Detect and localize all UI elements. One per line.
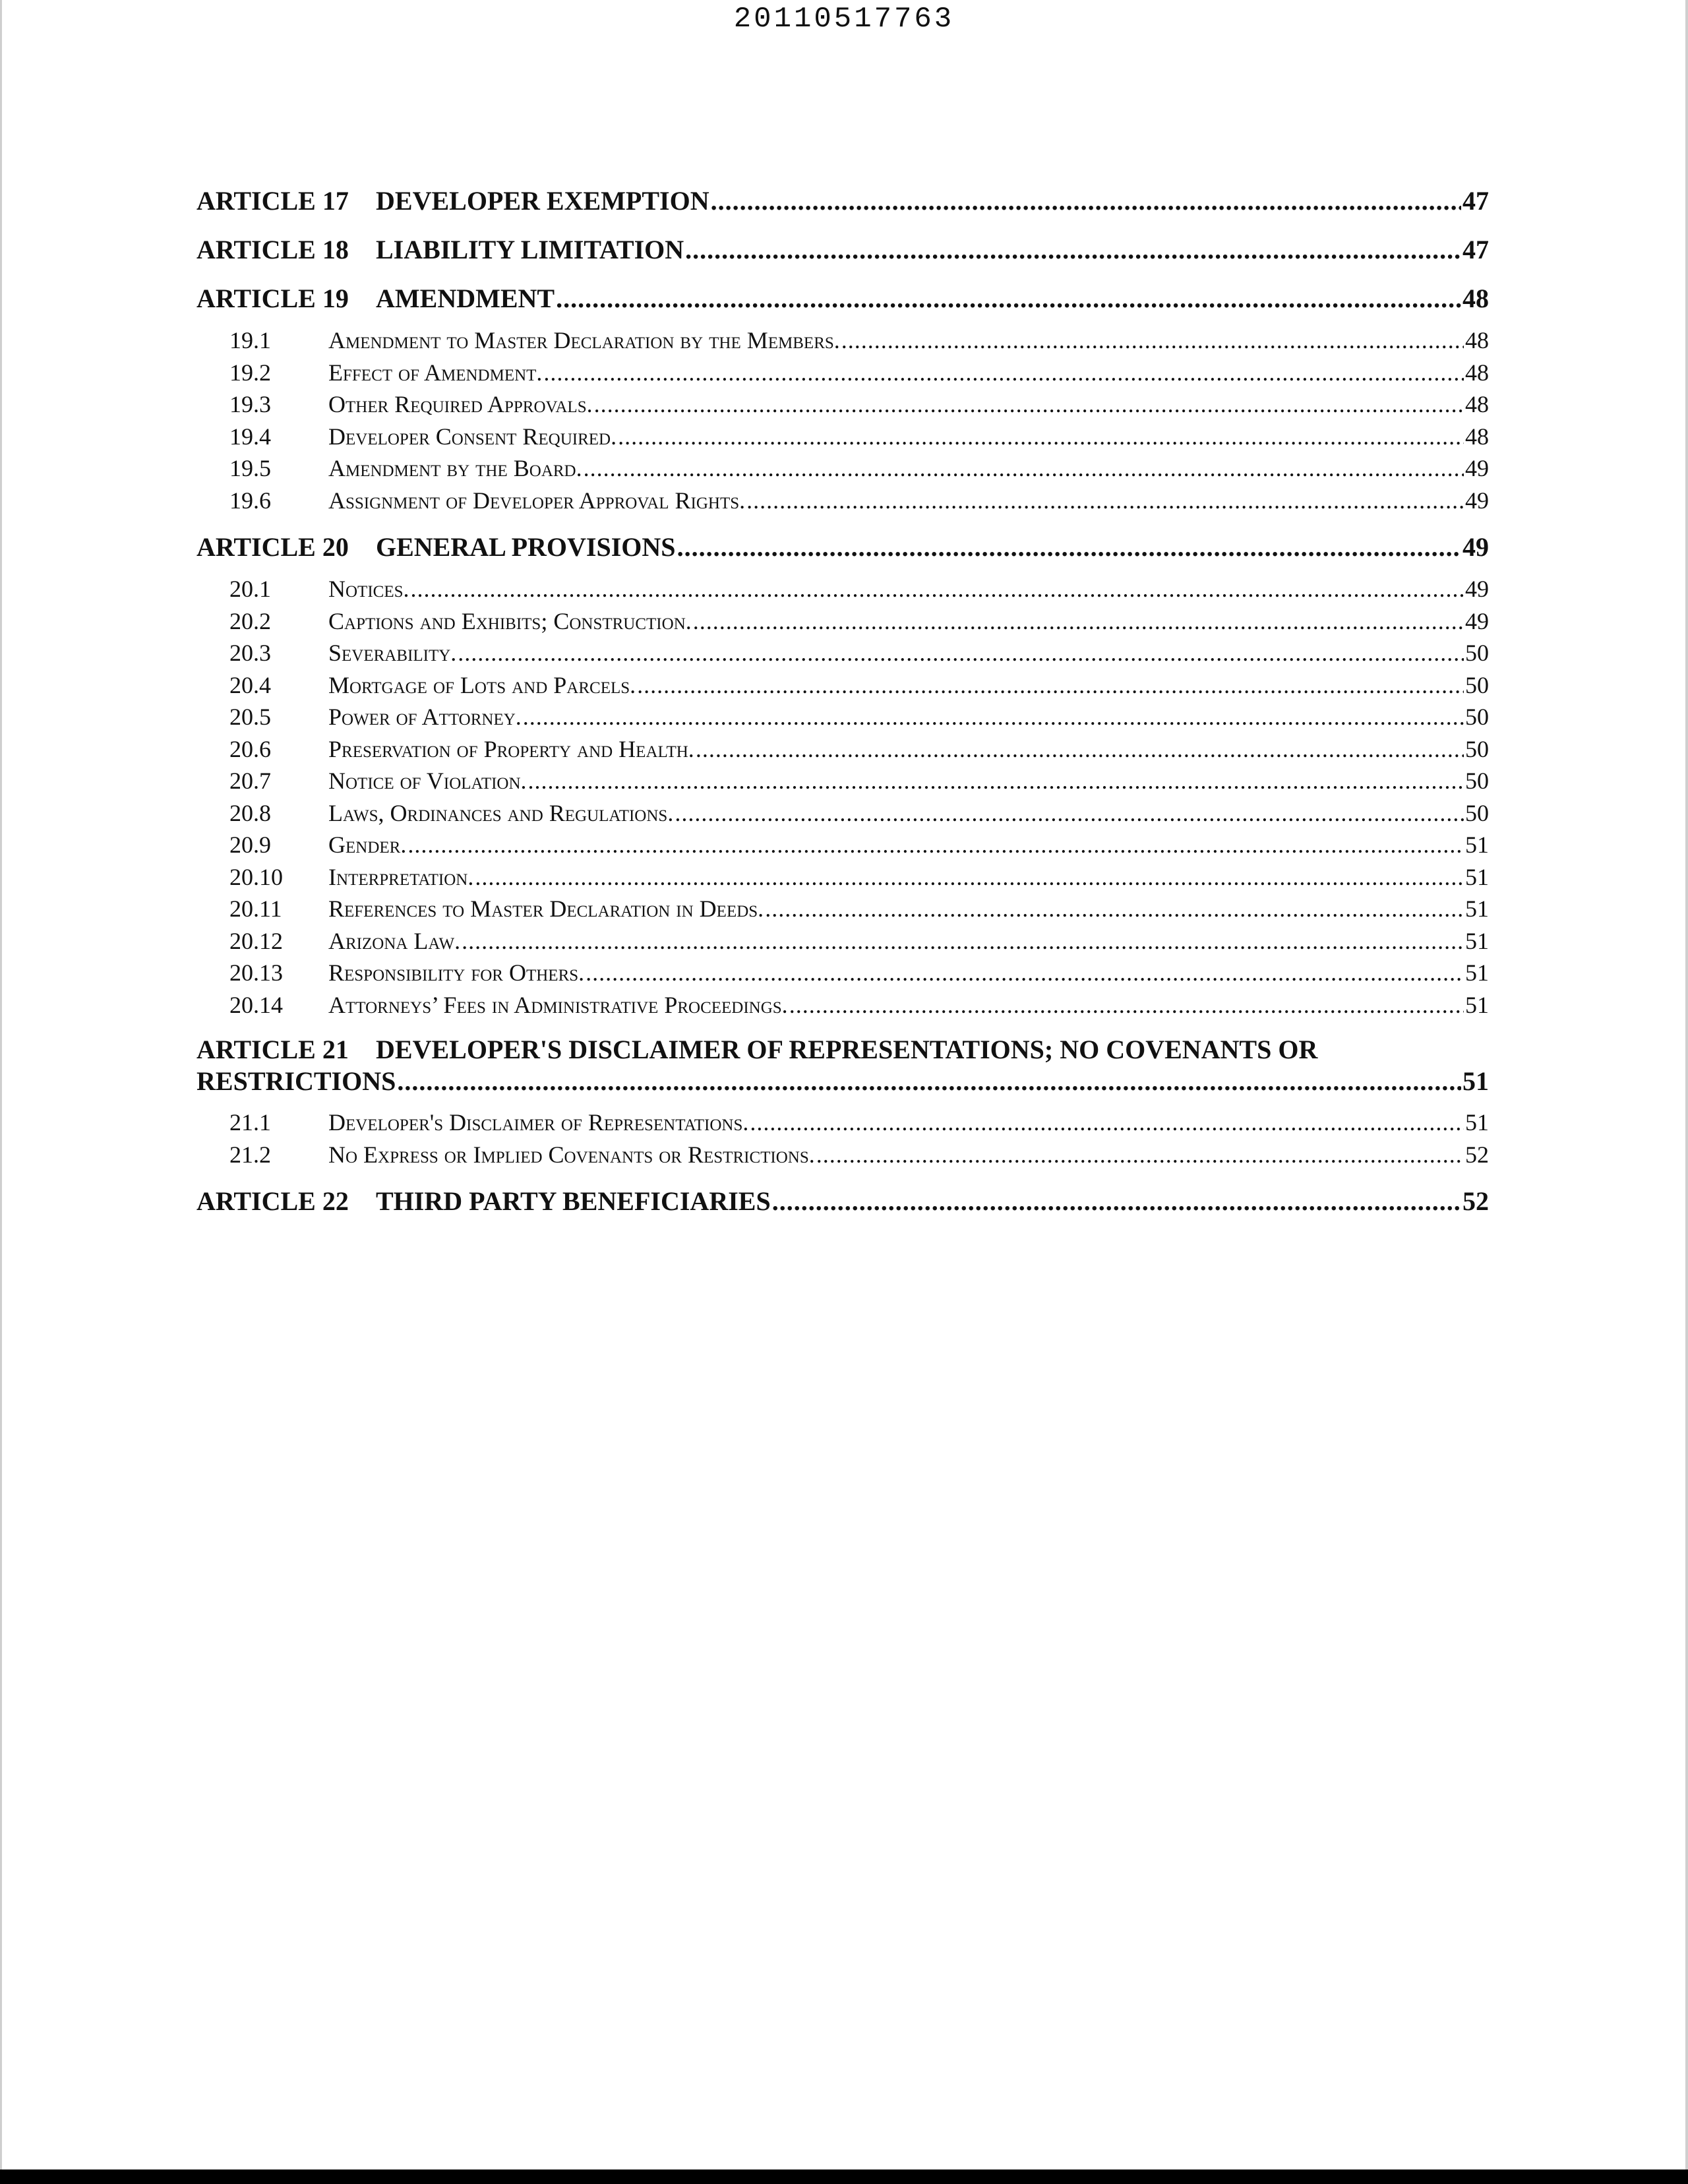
- article-title: DEVELOPER EXEMPTION: [376, 186, 709, 216]
- toc-section-21-2: [196, 1139, 1489, 1171]
- document-number: 20110517763: [733, 3, 955, 36]
- page-number: 49: [1465, 607, 1489, 634]
- dot-leader: [458, 637, 1464, 669]
- dot-leader: [675, 797, 1464, 830]
- article-title-line1: DEVELOPER'S DISCLAIMER OF REPRESENTATIONS; NO COVENANTS OR: [376, 1035, 1318, 1064]
- page-number: 50: [1465, 735, 1489, 762]
- page-number: 50: [1465, 704, 1489, 730]
- page-number: 50: [1465, 768, 1489, 794]
- dot-leader: [462, 925, 1464, 957]
- toc-section-20-8: [196, 797, 1489, 830]
- page-number: 48: [1465, 391, 1489, 417]
- toc-section-19-3: [196, 388, 1489, 421]
- toc-article-21: [196, 1034, 1489, 1097]
- dot-leader: [586, 957, 1464, 989]
- section-number: 20.2: [229, 607, 271, 634]
- section-title: Other Required Approvals.: [328, 391, 593, 417]
- toc-section-20-7: [196, 765, 1489, 797]
- toc-section-20-4: [196, 669, 1489, 702]
- dot-leader: [677, 523, 1461, 572]
- article-title: LIABILITY LIMITATION: [376, 235, 684, 264]
- page-number: 51: [1465, 863, 1489, 890]
- article-number: ARTICLE 17: [196, 186, 349, 216]
- section-title: Power of Attorney.: [328, 704, 522, 730]
- toc-section-20-1: [196, 573, 1489, 605]
- section-number: 20.14: [229, 991, 283, 1018]
- section-title: Arizona Law.: [328, 927, 461, 954]
- toc-article-17: [196, 177, 1489, 226]
- section-number: 20.7: [229, 768, 271, 794]
- page-number: 48: [1462, 284, 1489, 313]
- section-title: Laws, Ordinances and Regulations.: [328, 799, 674, 826]
- page-number: 51: [1465, 832, 1489, 858]
- toc-section-20-13: [196, 957, 1489, 989]
- section-number: 19.2: [229, 359, 271, 386]
- page-number: 52: [1465, 1141, 1489, 1168]
- dot-leader: [618, 421, 1464, 453]
- toc-section-20-3: [196, 637, 1489, 669]
- section-number: 20.6: [229, 735, 271, 762]
- article-number: ARTICLE 22: [196, 1186, 349, 1216]
- dot-leader: [750, 1107, 1464, 1139]
- section-title: Developer Consent Required.: [328, 423, 617, 450]
- article-19-sections: [196, 323, 1489, 523]
- section-number: 20.4: [229, 671, 271, 698]
- article-title: AMENDMENT: [376, 284, 555, 313]
- section-number: 20.9: [229, 832, 271, 858]
- toc-article-19: [196, 274, 1489, 323]
- dot-leader: [685, 226, 1461, 274]
- dot-leader: [556, 274, 1461, 323]
- section-number: 20.13: [229, 959, 283, 986]
- section-title: Assignment of Developer Approval Rights.: [328, 487, 746, 514]
- section-number: 20.8: [229, 799, 271, 826]
- page-number: 51: [1465, 959, 1489, 986]
- section-number: 19.5: [229, 455, 271, 481]
- article-title: THIRD PARTY BENEFICIARIES: [376, 1186, 771, 1216]
- page-number: 48: [1465, 423, 1489, 450]
- dot-leader: [696, 733, 1464, 766]
- section-title: Attorneys’ Fees in Administrative Proceedings.: [328, 991, 788, 1018]
- toc-section-20-12: [196, 925, 1489, 957]
- section-title: Severability.: [328, 640, 457, 666]
- page-number: 50: [1465, 799, 1489, 826]
- section-number: 21.2: [229, 1141, 271, 1168]
- article-number: ARTICLE 19: [196, 284, 349, 313]
- toc-section-19-5: [196, 452, 1489, 485]
- dot-leader: [816, 1139, 1464, 1171]
- page-number: 49: [1465, 455, 1489, 481]
- article-title-line2: RESTRICTIONS: [196, 1066, 396, 1096]
- section-title: Preservation of Property and Health.: [328, 735, 694, 762]
- toc-section-20-10: [196, 861, 1489, 894]
- page-edge-right: [1685, 0, 1688, 2184]
- section-title: Effect of Amendment.: [328, 359, 543, 386]
- dot-leader: [765, 893, 1464, 925]
- page-edge-left: [0, 0, 2, 2184]
- dot-leader: [746, 485, 1464, 517]
- page-number: 51: [1465, 991, 1489, 1018]
- section-title: Interpretation.: [328, 863, 474, 890]
- section-title: Captions and Exhibits; Construction.: [328, 607, 692, 634]
- page-number: 48: [1465, 359, 1489, 386]
- section-title: Gender.: [328, 832, 407, 858]
- section-number: 20.12: [229, 927, 283, 954]
- dot-leader: [711, 177, 1461, 226]
- section-number: 19.6: [229, 487, 271, 514]
- page-number: 49: [1465, 487, 1489, 514]
- section-number: 21.1: [229, 1109, 271, 1136]
- page-number: 50: [1465, 671, 1489, 698]
- section-title: Notices.: [328, 576, 409, 602]
- page-number: 51: [1465, 927, 1489, 954]
- section-number: 19.1: [229, 327, 271, 353]
- dot-leader: [523, 701, 1464, 733]
- page-number: 47: [1462, 235, 1489, 264]
- section-number: 20.11: [229, 895, 282, 922]
- page-number: 47: [1462, 186, 1489, 216]
- dot-leader: [693, 605, 1464, 638]
- section-number: 20.5: [229, 704, 271, 730]
- table-of-contents: [196, 177, 1489, 1226]
- dot-leader: [528, 765, 1464, 797]
- dot-leader: [475, 861, 1464, 894]
- toc-section-20-6: [196, 733, 1489, 766]
- section-title: Developer's Disclaimer of Representations.: [328, 1109, 749, 1136]
- dot-leader: [594, 388, 1464, 421]
- section-title: No Express or Implied Covenants or Restrictions.: [328, 1141, 815, 1168]
- section-title: Notice of Violation.: [328, 768, 527, 794]
- section-title: Amendment by the Board.: [328, 455, 582, 481]
- scan-bottom-edge: [0, 2169, 1688, 2184]
- section-title: Mortgage of Lots and Parcels.: [328, 671, 636, 698]
- toc-section-21-1: [196, 1107, 1489, 1139]
- dot-leader: [397, 1066, 1461, 1097]
- toc-section-20-11: [196, 893, 1489, 925]
- section-number: 20.1: [229, 576, 271, 602]
- toc-section-20-14: [196, 989, 1489, 1021]
- dot-leader: [841, 324, 1464, 357]
- page-number: 50: [1465, 640, 1489, 666]
- page-number: 49: [1465, 576, 1489, 602]
- article-number: ARTICLE 18: [196, 235, 349, 264]
- toc-article-18: [196, 226, 1489, 274]
- dot-leader: [584, 452, 1464, 485]
- article-20-sections: [196, 572, 1489, 1027]
- dot-leader: [772, 1177, 1461, 1226]
- section-number: 19.4: [229, 423, 271, 450]
- dot-leader: [789, 989, 1464, 1021]
- dot-leader: [407, 829, 1464, 861]
- page-number: 51: [1465, 895, 1489, 922]
- section-number: 19.3: [229, 391, 271, 417]
- page-number: 51: [1465, 1109, 1489, 1136]
- toc-section-19-1: [196, 324, 1489, 357]
- section-number: 20.10: [229, 863, 283, 890]
- toc-section-19-6: [196, 485, 1489, 517]
- article-number: ARTICLE 20: [196, 532, 349, 562]
- section-title: Amendment to Master Declaration by the Members.: [328, 327, 840, 353]
- page-number: 51: [1462, 1066, 1489, 1096]
- toc-section-20-5: [196, 701, 1489, 733]
- article-21-sections: [196, 1105, 1489, 1177]
- toc-section-19-2: [196, 357, 1489, 389]
- page-number: 48: [1465, 327, 1489, 353]
- toc-section-20-9: [196, 829, 1489, 861]
- section-number: 20.3: [229, 640, 271, 666]
- toc-section-20-2: [196, 605, 1489, 638]
- section-title: Responsibility for Others.: [328, 959, 585, 986]
- toc-article-22: [196, 1177, 1489, 1226]
- page-number: 49: [1462, 532, 1489, 562]
- dot-leader: [543, 357, 1464, 389]
- toc-section-19-4: [196, 421, 1489, 453]
- section-title: References to Master Declaration in Deeds.: [328, 895, 764, 922]
- dot-leader: [637, 669, 1464, 702]
- dot-leader: [411, 573, 1464, 605]
- toc-article-20: [196, 523, 1489, 572]
- page-number: 52: [1462, 1186, 1489, 1216]
- article-number: ARTICLE 21: [196, 1035, 349, 1064]
- article-title: GENERAL PROVISIONS: [376, 532, 676, 562]
